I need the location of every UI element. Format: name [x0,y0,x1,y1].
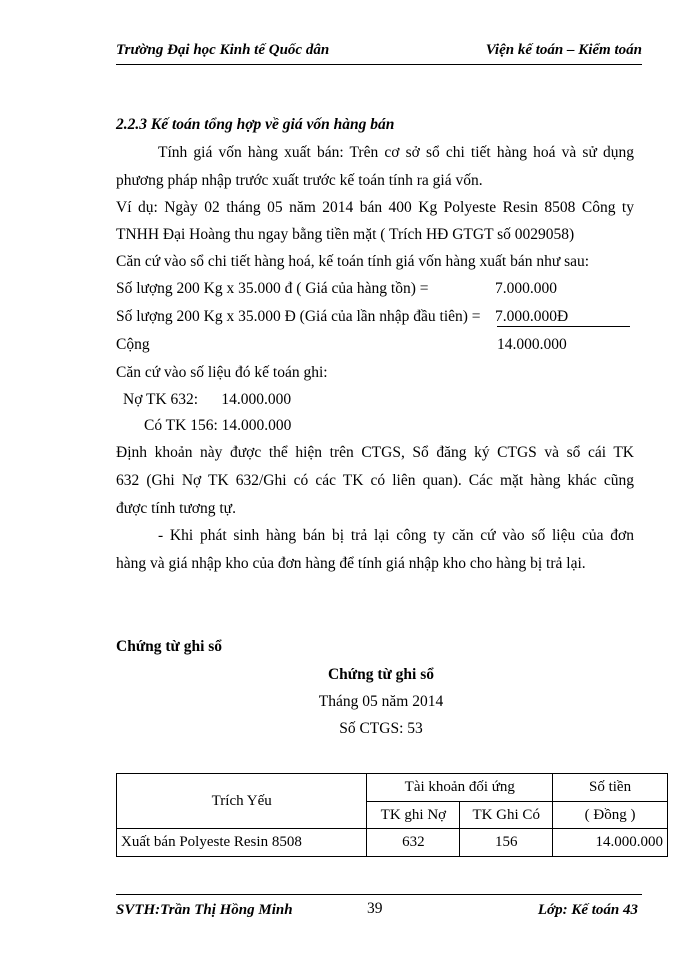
para1-line1: Tính giá vốn hàng xuất bán: Trên cơ sở sổ chi tiết hàng hoá và sử dụng [158,144,634,161]
voucher-table [116,773,668,857]
calc-row-3-label: Cộng [116,336,150,353]
voucher-number: Số CTGS: 53 [339,720,423,737]
calc-row-1-label: Số lượng 200 Kg x 35.000 đ ( Giá của hàng tồn) = [116,280,429,297]
note-line3: được tính tương tự. [116,500,236,517]
calc-row-2-value: 7.000.000Đ [495,308,569,325]
calc-row-2-label: Số lượng 200 Kg x 35.000 Đ (Giá của lần nhập đầu tiên) = [116,308,481,325]
return-line2: hàng và giá nhập kho của đơn hàng để tính giá nhập kho cho hàng bị trả lại. [116,555,586,572]
sum-rule [497,326,630,327]
row-amount: 14.000.000 [553,829,668,857]
entry-intro: Căn cứ vào số liệu đó kế toán ghi: [116,364,328,381]
col-header-unit: ( Đồng ) [553,802,668,829]
calc-row-1-value: 7.000.000 [495,280,557,297]
col-header-summary: Trích Yếu [117,774,367,829]
calc-row-3-value: 14.000.000 [497,336,567,353]
page-number: 39 [367,900,383,917]
note-line1: Định khoản này được thể hiện trên CTGS, Sổ đăng ký CTGS và sổ cái TK [116,444,634,461]
return-line1: - Khi phát sinh hàng bán bị trả lại công ty căn cứ vào số liệu của đơn [158,527,634,544]
row-summary: Xuất bán Polyeste Resin 8508 [117,829,367,857]
note-line2: 632 (Ghi Nợ TK 632/Ghi có các TK có liên quan). Các mặt hàng khác cũng [116,472,634,489]
footer-rule [116,894,642,895]
para1-line2: phương pháp nhập trước xuất trước kế toán tính ra giá vốn. [116,172,483,189]
example-line2: TNHH Đại Hoàng thu ngay bằng tiền mặt ( Trích HĐ GTGT số 0029058) [116,226,575,243]
voucher-title: Chứng từ ghi sổ [327,666,435,683]
row-debit: 632 [367,829,460,857]
col-header-debit: TK ghi Nợ [367,802,460,829]
debit-entry: Nợ TK 632: 14.000.000 [123,391,292,408]
row-credit: 156 [460,829,553,857]
table-row [117,829,668,857]
col-header-credit: TK Ghi Có [460,802,553,829]
header-rule [116,64,642,65]
section-title: 2.2.3 Kế toán tổng hợp về giá vốn hàng bán [116,116,395,133]
header-school: Trường Đại học Kinh tế Quốc dân [116,42,330,58]
voucher-section-label: Chứng từ ghi sổ [116,638,223,655]
col-header-accounts: Tài khoản đối ứng [367,774,553,802]
col-header-amount: Số tiền [553,774,668,802]
credit-entry: Có TK 156: 14.000.000 [144,417,292,434]
example-line1: Ví dụ: Ngày 02 tháng 05 năm 2014 bán 400 Kg Polyeste Resin 8508 Công ty [116,199,634,216]
footer-author: SVTH:Trần Thị Hồng Minh [116,902,293,918]
voucher-month: Tháng 05 năm 2014 [318,693,444,710]
basis-line: Căn cứ vào sổ chi tiết hàng hoá, kế toán tính giá vốn hàng xuất bán như sau: [116,253,590,270]
header-institute: Viện kế toán – Kiểm toán [485,42,642,58]
footer-class: Lớp: Kế toán 43 [537,902,638,918]
